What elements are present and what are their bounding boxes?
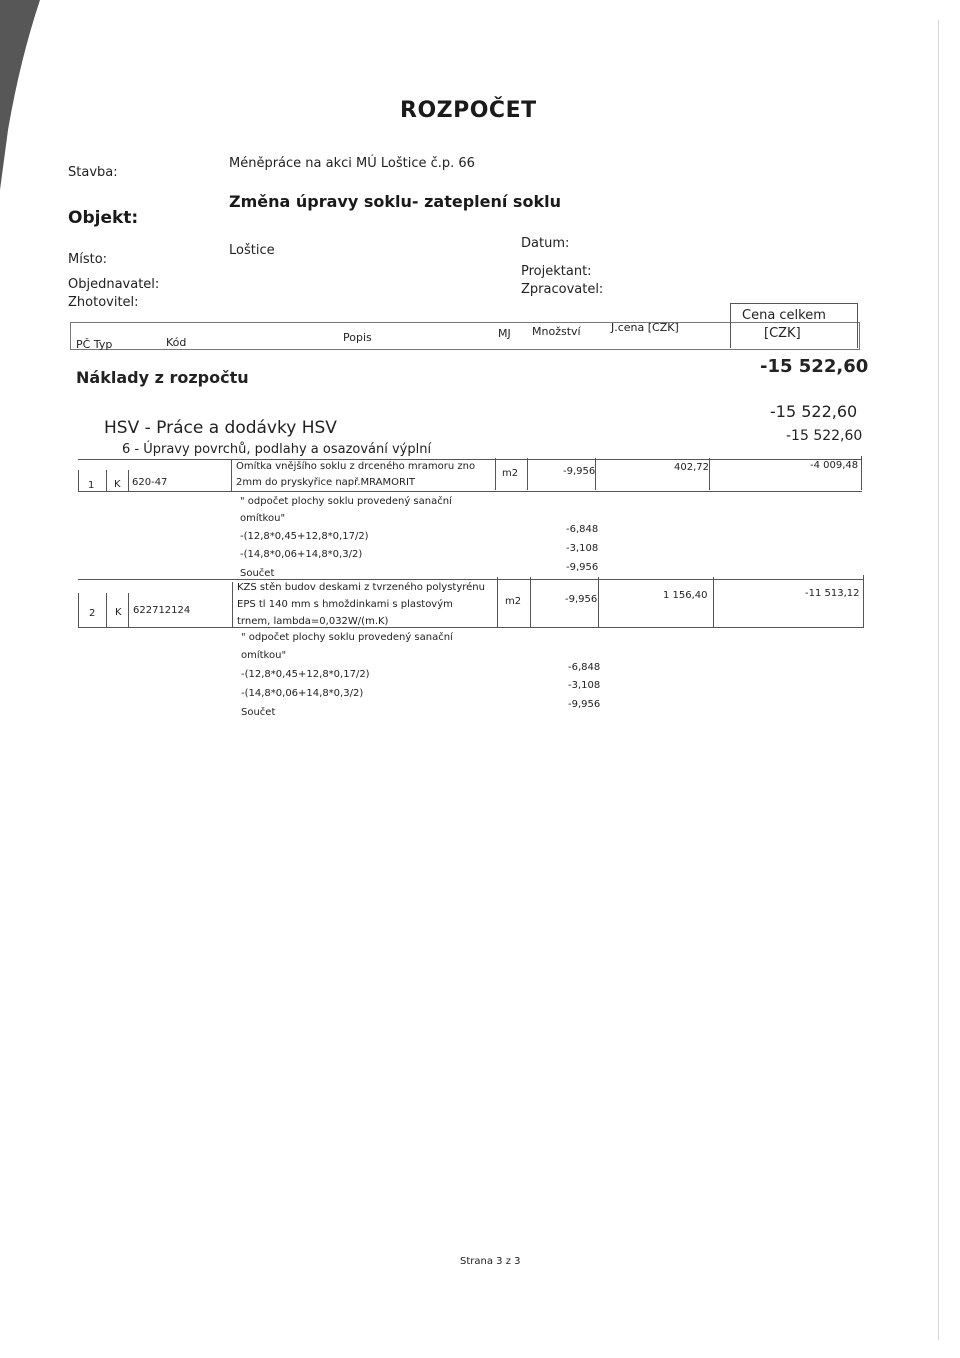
- objekt-value: Změna úpravy soklu- zateplení soklu: [229, 192, 561, 211]
- col-cena-unit: [CZK]: [764, 326, 801, 341]
- item2-mnozstvi: -9,956: [565, 594, 598, 605]
- item2-calc-2-value: -3,108: [568, 680, 601, 691]
- col-cena-celkem: Cena celkem: [742, 308, 826, 323]
- item1-soucet: Součet: [240, 568, 275, 579]
- page-number: Strana 3 z 3: [460, 1256, 521, 1267]
- item2-calc-1-value: -6,848: [568, 662, 601, 673]
- item1-typ: K: [114, 479, 121, 490]
- item2-mj: m2: [505, 596, 522, 607]
- col-kod: Kód: [166, 336, 187, 349]
- item1-cena: -4 009,48: [810, 460, 859, 471]
- item2-detail-2: omítkou": [241, 650, 287, 661]
- zhotovitel-label: Zhotovitel:: [68, 295, 139, 310]
- hsv-label: HSV - Práce a dodávky HSV: [104, 418, 337, 438]
- item2-popis-3: trnem, lambda=0,032W/(m.K): [237, 616, 389, 627]
- item1-jcena: 402,72: [674, 462, 709, 473]
- item1-calc-1-value: -6,848: [566, 524, 599, 535]
- item1-calc-1: -(12,8*0,45+12,8*0,17/2): [240, 531, 369, 542]
- item2-popis-2: EPS tl 140 mm s hmoždinkami s plastovým: [237, 599, 453, 610]
- item1-calc-2-value: -3,108: [566, 543, 599, 554]
- col-mnozstvi: Množství: [532, 325, 581, 338]
- item2-jcena: 1 156,40: [663, 590, 708, 601]
- item1-detail-2: omítkou": [240, 513, 286, 524]
- col-jcena: J.cena [CZK]: [611, 321, 679, 334]
- page-title: ROZPOČET: [400, 98, 537, 123]
- projektant-label: Projektant:: [521, 264, 592, 279]
- subsection-label: 6 - Úpravy povrchů, podlahy a osazování výplní: [122, 442, 432, 457]
- item1-mj: m2: [502, 468, 519, 479]
- item1-pc: 1: [88, 480, 95, 491]
- item2-soucet-value: -9,956: [568, 699, 601, 710]
- misto-label: Místo:: [68, 252, 108, 267]
- objednavatel-label: Objednavatel:: [68, 277, 160, 292]
- item1-popis-2: 2mm do pryskyřice např.MRAMORIT: [236, 477, 416, 488]
- item1-detail-1: " odpočet plochy soklu provedený sanační: [240, 496, 452, 507]
- item2-cena: -11 513,12: [805, 588, 860, 599]
- item2-kod: 622712124: [133, 605, 191, 616]
- naklady-label: Náklady z rozpočtu: [76, 368, 249, 387]
- zpracovatel-label: Zpracovatel:: [521, 282, 604, 297]
- datum-label: Datum:: [521, 236, 570, 251]
- stavba-value: Méněpráce na akci MÚ Loštice č.p. 66: [229, 156, 475, 171]
- item2-popis-1: KZS stěn budov deskami z tvrzeného polystyrénu: [237, 582, 485, 593]
- naklady-total: -15 522,60: [760, 356, 869, 377]
- col-popis: Popis: [343, 331, 372, 344]
- item2-detail-1: " odpočet plochy soklu provedený sanační: [241, 632, 453, 643]
- item2-pc: 2: [89, 608, 96, 619]
- column-header-box: [70, 322, 860, 350]
- item2-calc-2: -(14,8*0,06+14,8*0,3/2): [241, 688, 364, 699]
- objekt-label: Objekt:: [68, 208, 139, 228]
- item1-kod: 620-47: [132, 477, 168, 488]
- item2-calc-1: -(12,8*0,45+12,8*0,17/2): [241, 669, 370, 680]
- stavba-label: Stavba:: [68, 165, 118, 180]
- item2-typ: K: [115, 607, 122, 618]
- item1-soucet-value: -9,956: [566, 562, 599, 573]
- col-pc-typ: PČ Typ: [76, 338, 113, 351]
- subsection-total: -15 522,60: [786, 428, 863, 444]
- item1-calc-2: -(14,8*0,06+14,8*0,3/2): [240, 549, 363, 560]
- hsv-total: -15 522,60: [770, 402, 858, 421]
- item1-mnozstvi: -9,956: [563, 466, 596, 477]
- item2-soucet: Součet: [241, 707, 276, 718]
- misto-value: Loštice: [229, 243, 275, 258]
- col-mj: MJ: [498, 327, 511, 340]
- item1-popis-1: Omítka vnějšího soklu z drceného mramoru zno: [236, 461, 476, 472]
